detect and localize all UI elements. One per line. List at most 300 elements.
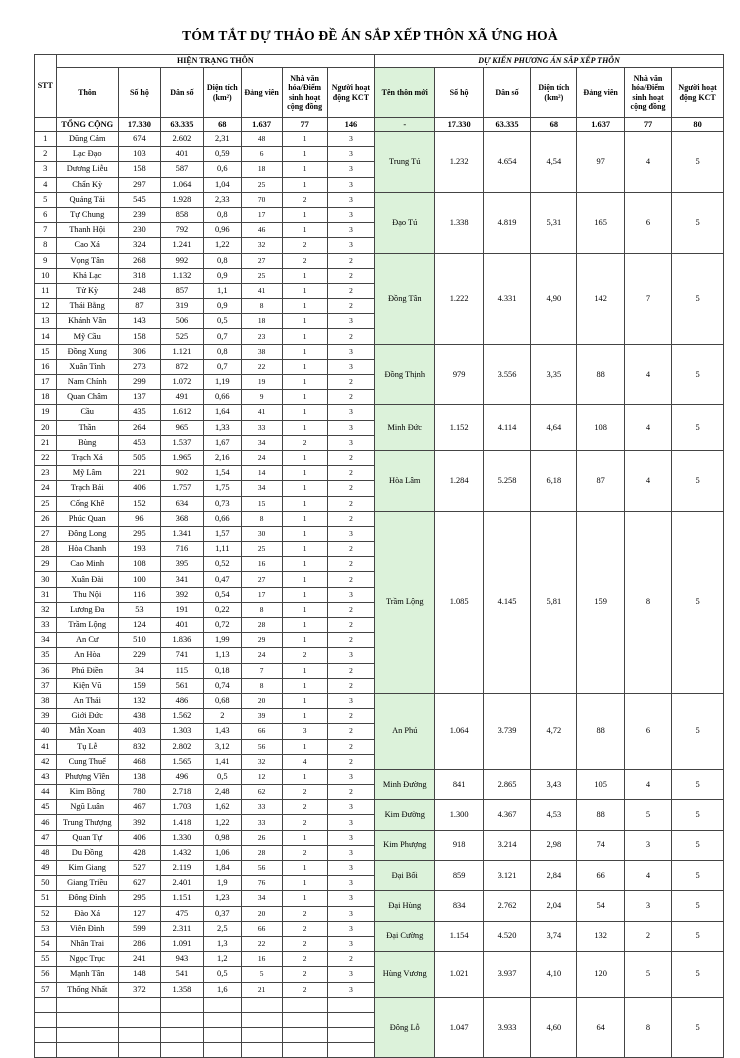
cell-thon: Cao Minh	[56, 557, 118, 572]
cell-thon: Viên Đình	[56, 921, 118, 936]
cell-thon	[56, 1028, 118, 1043]
cell-stt: 53	[35, 921, 57, 936]
cell-dan-so: 1.121	[160, 344, 203, 359]
table-row	[35, 253, 724, 268]
cell-dien-tich: 1,06	[203, 845, 241, 860]
group-nguoi-hd: 5	[672, 511, 724, 693]
cell-nguoi-hd: 2	[327, 663, 374, 678]
cell-so-ho: 248	[118, 283, 160, 298]
cell-dan-so: 2.802	[160, 739, 203, 754]
cell-so-ho: 674	[118, 132, 160, 147]
cell-dang-vien: 27	[241, 253, 282, 268]
group-nguoi-hd: 5	[672, 405, 724, 451]
new-village-name: Minh Đường	[375, 769, 435, 799]
group-so-ho: 859	[435, 861, 483, 891]
group-dang-vien: 108	[577, 405, 624, 451]
cell-nha-van-hoa: 1	[282, 375, 327, 390]
cell-thon: Du Đồng	[56, 845, 118, 860]
cell-dang-vien: 20	[241, 906, 282, 921]
group-nguoi-hd: 5	[672, 132, 724, 193]
cell-nguoi-hd: 3	[327, 693, 374, 708]
cell-thon: Dũng Cảm	[56, 132, 118, 147]
cell-dan-so: 395	[160, 557, 203, 572]
cell-dien-tich: 1,54	[203, 466, 241, 481]
cell-stt: 6	[35, 207, 57, 222]
cell-nguoi-hd: 2	[327, 618, 374, 633]
cell-nguoi-hd	[327, 997, 374, 1012]
cell-stt: 51	[35, 891, 57, 906]
group-dang-vien: 64	[577, 997, 624, 1058]
cell-dien-tich: 1,43	[203, 724, 241, 739]
cell-so-ho: 268	[118, 253, 160, 268]
group-so-ho: 1.284	[435, 450, 483, 511]
cell-nguoi-hd: 3	[327, 769, 374, 784]
cell-so-ho: 103	[118, 147, 160, 162]
cell-so-ho: 138	[118, 769, 160, 784]
cell-nha-van-hoa: 2	[282, 936, 327, 951]
cell-thon: Dương Liễu	[56, 162, 118, 177]
header-dang-vien-moi: Đảng viên	[577, 68, 624, 118]
cell-so-ho: 372	[118, 982, 160, 997]
cell-nguoi-hd: 2	[327, 785, 374, 800]
cell-nha-van-hoa	[282, 1012, 327, 1027]
cell-thon	[56, 1012, 118, 1027]
cell-dang-vien: 76	[241, 876, 282, 891]
cell-dien-tich: 1,41	[203, 754, 241, 769]
cell-so-ho: 158	[118, 162, 160, 177]
cell-stt: 11	[35, 283, 57, 298]
cell-dang-vien	[241, 1028, 282, 1043]
group-dan-so: 4.367	[483, 800, 530, 830]
table-row	[35, 830, 724, 845]
cell-thon: Mẫn Xoan	[56, 724, 118, 739]
cell-dan-so: 506	[160, 314, 203, 329]
cell-thon: Thu Nội	[56, 587, 118, 602]
cell-nha-van-hoa: 2	[282, 967, 327, 982]
cell-dien-tich: 0,66	[203, 390, 241, 405]
cell-dan-so: 716	[160, 542, 203, 557]
cell-thon: Vọng Tân	[56, 253, 118, 268]
cell-nguoi-hd: 3	[327, 587, 374, 602]
cell-nha-van-hoa	[282, 1028, 327, 1043]
cell-dan-so: 857	[160, 283, 203, 298]
group-dang-vien: 66	[577, 861, 624, 891]
cell-dang-vien: 34	[241, 481, 282, 496]
cell-so-ho: 264	[118, 420, 160, 435]
cell-stt: 43	[35, 769, 57, 784]
cell-dang-vien: 8	[241, 678, 282, 693]
cell-nha-van-hoa: 1	[282, 344, 327, 359]
group-so-ho: 1.222	[435, 253, 483, 344]
cell-dang-vien: 33	[241, 420, 282, 435]
cell-nguoi-hd: 3	[327, 815, 374, 830]
cell-so-ho: 297	[118, 177, 160, 192]
group-dang-vien: 165	[577, 192, 624, 253]
cell-dang-vien: 28	[241, 618, 282, 633]
cell-dang-vien: 39	[241, 709, 282, 724]
cell-dang-vien	[241, 997, 282, 1012]
group-dien-tich: 2,98	[531, 830, 577, 860]
cell-thon: Cống Khê	[56, 496, 118, 511]
cell-nha-van-hoa: 1	[282, 466, 327, 481]
group-dien-tich: 4,53	[531, 800, 577, 830]
cell-dan-so: 496	[160, 769, 203, 784]
cell-dien-tich: 0,47	[203, 572, 241, 587]
cell-thon: Mạnh Tân	[56, 967, 118, 982]
new-village-name: Trầm Lộng	[375, 511, 435, 693]
cell-dang-vien: 22	[241, 936, 282, 951]
cell-so-ho: 116	[118, 587, 160, 602]
cell-nha-van-hoa: 1	[282, 572, 327, 587]
cell-dang-vien: 56	[241, 739, 282, 754]
cell-so-ho: 467	[118, 800, 160, 815]
cell-nha-van-hoa: 1	[282, 132, 327, 147]
cell-dien-tich: 0,5	[203, 314, 241, 329]
cell-so-ho: 403	[118, 724, 160, 739]
cell-nguoi-hd: 3	[327, 967, 374, 982]
cell-dien-tich: 1,13	[203, 648, 241, 663]
group-dang-vien: 87	[577, 450, 624, 511]
cell-nha-van-hoa: 2	[282, 952, 327, 967]
cell-nha-van-hoa: 2	[282, 815, 327, 830]
cell-nha-van-hoa: 1	[282, 861, 327, 876]
cell-nha-van-hoa: 1	[282, 329, 327, 344]
cell-dang-vien: 9	[241, 390, 282, 405]
table-row	[35, 450, 724, 465]
group-dan-so: 3.214	[483, 830, 530, 860]
cell-so-ho: 453	[118, 435, 160, 450]
cell-nha-van-hoa: 1	[282, 602, 327, 617]
cell-so-ho: 53	[118, 602, 160, 617]
cell-nguoi-hd: 3	[327, 420, 374, 435]
cell-nguoi-hd: 2	[327, 709, 374, 724]
cell-dien-tich: 0,5	[203, 967, 241, 982]
total-stt	[35, 118, 57, 132]
cell-nguoi-hd: 2	[327, 754, 374, 769]
header-stt: STT	[35, 55, 57, 118]
cell-dan-so: 634	[160, 496, 203, 511]
group-dien-tich: 3,35	[531, 344, 577, 405]
cell-nguoi-hd: 2	[327, 724, 374, 739]
cell-stt: 29	[35, 557, 57, 572]
cell-dang-vien: 70	[241, 192, 282, 207]
cell-thon: Đông Đình	[56, 891, 118, 906]
cell-stt: 9	[35, 253, 57, 268]
cell-thon: Quan Châm	[56, 390, 118, 405]
cell-nha-van-hoa: 1	[282, 481, 327, 496]
cell-nha-van-hoa: 2	[282, 800, 327, 815]
group-dang-vien: 142	[577, 253, 624, 344]
cell-nha-van-hoa: 1	[282, 268, 327, 283]
cell-thon: Đồng Xung	[56, 344, 118, 359]
cell-nha-van-hoa: 3	[282, 724, 327, 739]
cell-so-ho: 241	[118, 952, 160, 967]
cell-dien-tich: 0,7	[203, 359, 241, 374]
cell-stt: 17	[35, 375, 57, 390]
cell-dang-vien: 17	[241, 587, 282, 602]
cell-nguoi-hd: 2	[327, 511, 374, 526]
cell-dang-vien: 23	[241, 329, 282, 344]
cell-dang-vien: 26	[241, 830, 282, 845]
cell-dan-so: 902	[160, 466, 203, 481]
group-dan-so: 2.865	[483, 769, 530, 799]
group-dang-vien: 88	[577, 344, 624, 405]
group-so-ho: 1.152	[435, 405, 483, 451]
header-proposed-section: DỰ KIẾN PHƯƠNG ÁN SẮP XẾP THÔN	[375, 55, 724, 68]
group-dien-tich: 4,72	[531, 693, 577, 769]
cell-stt: 55	[35, 952, 57, 967]
cell-nha-van-hoa: 1	[282, 876, 327, 891]
cell-dien-tich: 0,68	[203, 693, 241, 708]
total-label: TỔNG CỘNG	[56, 118, 118, 132]
cell-dang-vien: 20	[241, 693, 282, 708]
cell-stt: 50	[35, 876, 57, 891]
cell-thon: Lạc Đạo	[56, 147, 118, 162]
cell-thon: Mỹ Lâm	[56, 466, 118, 481]
cell-nguoi-hd: 3	[327, 344, 374, 359]
cell-so-ho: 221	[118, 466, 160, 481]
group-dang-vien: 159	[577, 511, 624, 693]
cell-nha-van-hoa: 1	[282, 207, 327, 222]
cell-nha-van-hoa: 1	[282, 769, 327, 784]
cell-dan-so: 2.718	[160, 785, 203, 800]
cell-stt: 45	[35, 800, 57, 815]
cell-thon: Thống Nhất	[56, 982, 118, 997]
cell-nguoi-hd: 3	[327, 891, 374, 906]
group-nha-van-hoa: 3	[624, 830, 671, 860]
cell-nguoi-hd: 3	[327, 648, 374, 663]
cell-stt: 37	[35, 678, 57, 693]
cell-nguoi-hd: 3	[327, 830, 374, 845]
cell-dan-so: 1.241	[160, 238, 203, 253]
cell-nha-van-hoa: 1	[282, 496, 327, 511]
cell-stt: 36	[35, 663, 57, 678]
cell-thon: Đông Long	[56, 526, 118, 541]
cell-stt	[35, 997, 57, 1012]
cell-dien-tich: 1,75	[203, 481, 241, 496]
cell-stt: 56	[35, 967, 57, 982]
cell-nguoi-hd: 3	[327, 921, 374, 936]
cell-nha-van-hoa: 1	[282, 678, 327, 693]
cell-stt: 44	[35, 785, 57, 800]
cell-thon: Hòa Chanh	[56, 542, 118, 557]
cell-dang-vien: 15	[241, 496, 282, 511]
new-village-name: Đồng Tân	[375, 253, 435, 344]
new-village-name: Hòa Lâm	[375, 450, 435, 511]
cell-dien-tich	[203, 1043, 241, 1058]
cell-dien-tich: 0,9	[203, 299, 241, 314]
cell-nguoi-hd: 3	[327, 132, 374, 147]
cell-thon: Quan Tự	[56, 830, 118, 845]
cell-dan-so: 525	[160, 329, 203, 344]
group-so-ho: 1.154	[435, 921, 483, 951]
cell-nha-van-hoa: 1	[282, 511, 327, 526]
cell-nguoi-hd: 3	[327, 526, 374, 541]
cell-dien-tich: 0,8	[203, 253, 241, 268]
group-dien-tich: 4,60	[531, 997, 577, 1058]
group-nha-van-hoa: 4	[624, 861, 671, 891]
group-nguoi-hd: 5	[672, 861, 724, 891]
cell-stt: 32	[35, 602, 57, 617]
cell-nha-van-hoa: 1	[282, 739, 327, 754]
group-dien-tich: 6,18	[531, 450, 577, 511]
cell-dan-so: 191	[160, 602, 203, 617]
group-nha-van-hoa: 4	[624, 769, 671, 799]
group-so-ho: 979	[435, 344, 483, 405]
header-nha-van-hoa-moi: Nhà văn hóa/Điểm sinh hoạt cộng đồng	[624, 68, 671, 118]
cell-so-ho: 599	[118, 921, 160, 936]
cell-dan-so: 792	[160, 223, 203, 238]
group-dang-vien: 97	[577, 132, 624, 193]
cell-thon: Trung Thượng	[56, 815, 118, 830]
total-nguoi-hd: 146	[327, 118, 374, 132]
cell-stt: 19	[35, 405, 57, 420]
group-dan-so: 5.258	[483, 450, 530, 511]
group-nha-van-hoa: 6	[624, 693, 671, 769]
cell-stt: 2	[35, 147, 57, 162]
cell-nha-van-hoa: 1	[282, 405, 327, 420]
cell-nguoi-hd: 2	[327, 450, 374, 465]
cell-thon	[56, 997, 118, 1012]
cell-nha-van-hoa: 1	[282, 830, 327, 845]
cell-so-ho: 34	[118, 663, 160, 678]
cell-stt: 49	[35, 861, 57, 876]
cell-dien-tich: 3,12	[203, 739, 241, 754]
group-nguoi-hd: 5	[672, 891, 724, 921]
cell-stt: 33	[35, 618, 57, 633]
cell-so-ho: 100	[118, 572, 160, 587]
cell-dang-vien: 28	[241, 845, 282, 860]
cell-nha-van-hoa: 2	[282, 238, 327, 253]
cell-dien-tich: 1,2	[203, 952, 241, 967]
group-so-ho: 1.021	[435, 952, 483, 998]
cell-dien-tich: 2	[203, 709, 241, 724]
cell-nguoi-hd: 3	[327, 223, 374, 238]
cell-thon: Kim Bồng	[56, 785, 118, 800]
table-row	[35, 511, 724, 526]
cell-thon	[56, 1043, 118, 1058]
cell-dan-so: 858	[160, 207, 203, 222]
cell-thon: Kiện Vũ	[56, 678, 118, 693]
group-nguoi-hd: 5	[672, 830, 724, 860]
group-so-ho: 1.338	[435, 192, 483, 253]
cell-nguoi-hd: 2	[327, 496, 374, 511]
cell-thon: Khả Lạc	[56, 268, 118, 283]
group-dang-vien: 88	[577, 693, 624, 769]
cell-stt: 46	[35, 815, 57, 830]
cell-dan-so: 1.418	[160, 815, 203, 830]
cell-thon: Ngọc Trục	[56, 952, 118, 967]
group-nha-van-hoa: 4	[624, 450, 671, 511]
cell-stt: 5	[35, 192, 57, 207]
cell-dien-tich: 1,19	[203, 375, 241, 390]
cell-dien-tich: 1,33	[203, 420, 241, 435]
header-nha-van-hoa: Nhà văn hóa/Điểm sinh hoạt cộng đồng	[282, 68, 327, 118]
cell-dang-vien: 8	[241, 602, 282, 617]
cell-nha-van-hoa: 1	[282, 618, 327, 633]
cell-dan-so: 965	[160, 420, 203, 435]
cell-stt: 21	[35, 435, 57, 450]
cell-nguoi-hd: 3	[327, 177, 374, 192]
cell-nguoi-hd: 2	[327, 375, 374, 390]
cell-nha-van-hoa: 1	[282, 450, 327, 465]
cell-dan-so: 561	[160, 678, 203, 693]
group-dan-so: 2.762	[483, 891, 530, 921]
table-row	[35, 800, 724, 815]
cell-dien-tich: 0,96	[203, 223, 241, 238]
cell-nha-van-hoa: 1	[282, 299, 327, 314]
new-village-name: Đạo Tú	[375, 192, 435, 253]
cell-dien-tich: 0,7	[203, 329, 241, 344]
cell-dien-tich: 2,31	[203, 132, 241, 147]
cell-dang-vien: 32	[241, 754, 282, 769]
cell-so-ho: 132	[118, 693, 160, 708]
group-nguoi-hd: 5	[672, 192, 724, 253]
cell-stt: 42	[35, 754, 57, 769]
cell-dang-vien: 30	[241, 526, 282, 541]
cell-so-ho	[118, 1043, 160, 1058]
cell-stt: 47	[35, 830, 57, 845]
cell-so-ho: 545	[118, 192, 160, 207]
cell-dien-tich: 1,22	[203, 815, 241, 830]
cell-dang-vien: 62	[241, 785, 282, 800]
cell-dien-tich: 0,9	[203, 268, 241, 283]
cell-so-ho: 780	[118, 785, 160, 800]
cell-dien-tich: 2,48	[203, 785, 241, 800]
cell-dan-so: 341	[160, 572, 203, 587]
cell-nha-van-hoa: 1	[282, 162, 327, 177]
cell-stt: 30	[35, 572, 57, 587]
group-so-ho: 1.300	[435, 800, 483, 830]
cell-stt: 57	[35, 982, 57, 997]
cell-stt: 31	[35, 587, 57, 602]
cell-thon: Nam Chính	[56, 375, 118, 390]
cell-dan-so: 1.132	[160, 268, 203, 283]
table-row	[35, 861, 724, 876]
group-dan-so: 4.654	[483, 132, 530, 193]
group-nha-van-hoa: 4	[624, 344, 671, 405]
cell-dang-vien: 16	[241, 952, 282, 967]
cell-dan-so: 1.341	[160, 526, 203, 541]
cell-dang-vien: 19	[241, 375, 282, 390]
cell-dien-tich: 0,74	[203, 678, 241, 693]
group-dang-vien: 54	[577, 891, 624, 921]
group-dan-so: 4.145	[483, 511, 530, 693]
total-so-ho-moi: 17.330	[435, 118, 483, 132]
cell-dan-so: 1.565	[160, 754, 203, 769]
cell-nha-van-hoa	[282, 1043, 327, 1058]
cell-dang-vien: 66	[241, 724, 282, 739]
cell-stt	[35, 1043, 57, 1058]
group-dan-so: 3.937	[483, 952, 530, 998]
cell-stt: 8	[35, 238, 57, 253]
cell-so-ho: 148	[118, 967, 160, 982]
cell-stt: 39	[35, 709, 57, 724]
cell-so-ho: 306	[118, 344, 160, 359]
table-row	[35, 132, 724, 147]
group-so-ho: 834	[435, 891, 483, 921]
cell-nguoi-hd: 2	[327, 542, 374, 557]
cell-dien-tich: 2,5	[203, 921, 241, 936]
group-so-ho: 841	[435, 769, 483, 799]
cell-so-ho: 152	[118, 496, 160, 511]
cell-dan-so: 541	[160, 967, 203, 982]
cell-thon: Phượng Vĩên	[56, 769, 118, 784]
cell-dien-tich: 1,99	[203, 633, 241, 648]
cell-so-ho: 527	[118, 861, 160, 876]
header-nguoi-hoat-dong-moi: Người hoạt động KCT	[672, 68, 724, 118]
cell-stt: 13	[35, 314, 57, 329]
